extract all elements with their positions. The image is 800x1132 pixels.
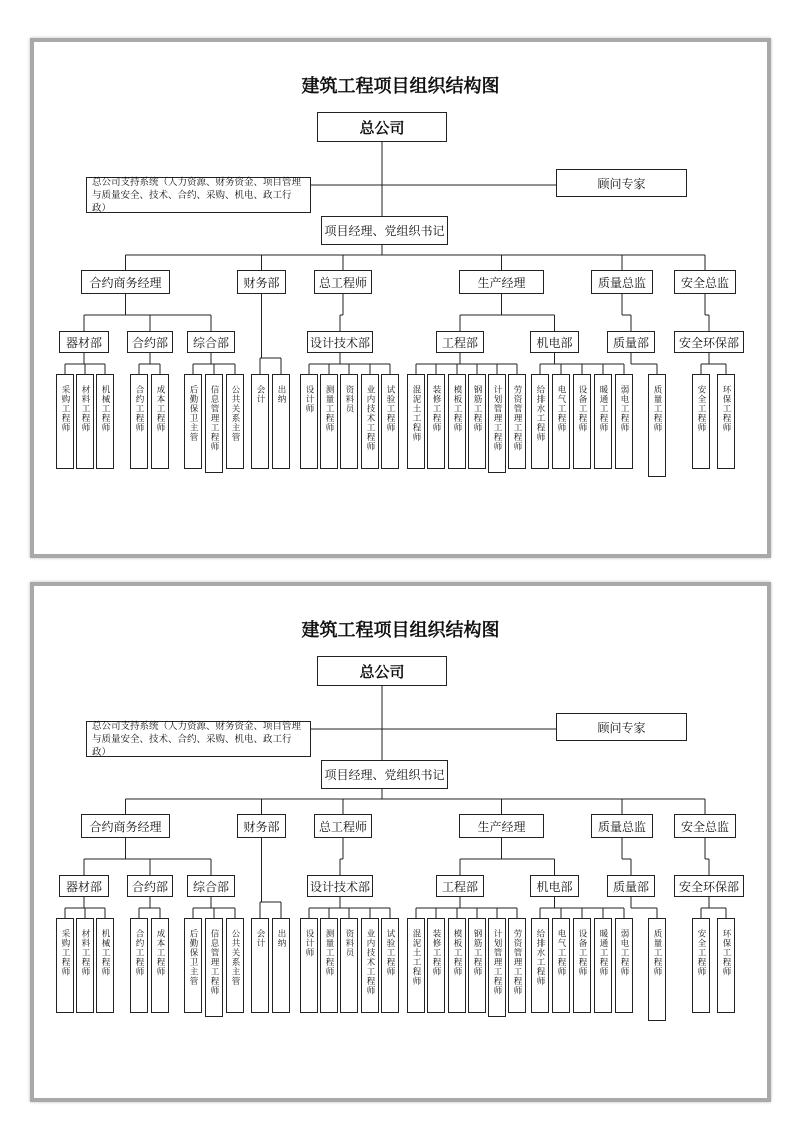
- leaf-box: 出纳: [272, 374, 290, 469]
- manager-box: 项目经理、党组织书记: [321, 760, 448, 789]
- leaf-box: 采购工程师: [56, 918, 74, 1013]
- leaf-box: 设备工程师: [573, 374, 591, 469]
- company-box: 总公司: [317, 112, 447, 142]
- leaf-box: 信息管理工程师: [205, 374, 223, 473]
- leaf-box: 采购工程师: [56, 374, 74, 469]
- leaf-box: 会计: [251, 374, 269, 469]
- leaf-box: 弱电工程师: [615, 918, 633, 1013]
- level3-box: 安全环保部: [674, 331, 744, 353]
- org-chart-panel-1: [30, 38, 771, 558]
- leaf-box: 环保工程师: [717, 374, 735, 469]
- leaf-box: 成本工程师: [151, 374, 169, 469]
- level3-box: 综合部: [187, 875, 235, 897]
- leaf-box: 混泥土工程师: [407, 918, 425, 1013]
- advisor-box: 顾问专家: [556, 169, 687, 197]
- leaf-box: 模板工程师: [448, 918, 466, 1013]
- leaf-box: 设计师: [300, 918, 318, 1013]
- level3-box: 安全环保部: [674, 875, 744, 897]
- leaf-box: 计划管理工程师: [488, 374, 506, 473]
- leaf-box: 材料工程师: [76, 918, 94, 1013]
- level3-box: 质量部: [607, 875, 655, 897]
- leaf-box: 装修工程师: [427, 918, 445, 1013]
- level3-box: 设计技术部: [307, 331, 373, 353]
- leaf-box: 安全工程师: [692, 918, 710, 1013]
- leaf-box: 机械工程师: [96, 374, 114, 469]
- level3-box: 综合部: [187, 331, 235, 353]
- leaf-box: 暖通工程师: [594, 374, 612, 469]
- leaf-box: 出纳: [272, 918, 290, 1013]
- level3-box: 工程部: [436, 331, 484, 353]
- level3-box: 质量部: [607, 331, 655, 353]
- leaf-box: 给排水工程师: [531, 918, 549, 1013]
- leaf-box: 资料员: [340, 374, 358, 469]
- level2-box: 总工程师: [314, 270, 372, 294]
- leaf-box: 电气工程师: [552, 374, 570, 469]
- leaf-box: 后勤保卫主管: [184, 918, 202, 1013]
- org-chart-panel-2: [30, 582, 771, 1102]
- level2-box: 生产经理: [459, 270, 544, 294]
- advisor-box: 顾问专家: [556, 713, 687, 741]
- support-system-box: 总公司支持系统（人力资源、财务资金、项目管理与质量安全、技术、合约、采购、机电、政工行政）: [86, 177, 311, 213]
- leaf-box: 暖通工程师: [594, 918, 612, 1013]
- leaf-box: 设计师: [300, 374, 318, 469]
- leaf-box: 资料员: [340, 918, 358, 1013]
- level2-box: 质量总监: [591, 814, 653, 838]
- leaf-box: 信息管理工程师: [205, 918, 223, 1017]
- level3-box: 机电部: [530, 875, 579, 897]
- chart-title: 建筑工程项目组织结构图: [301, 620, 500, 641]
- leaf-box: 成本工程师: [151, 918, 169, 1013]
- leaf-box: 安全工程师: [692, 374, 710, 469]
- leaf-box: 模板工程师: [448, 374, 466, 469]
- leaf-box: 质量工程师: [648, 374, 666, 477]
- leaf-box: 合约工程师: [130, 918, 148, 1013]
- level3-box: 合约部: [127, 875, 173, 897]
- level3-box: 器材部: [59, 875, 109, 897]
- level2-box: 安全总监: [674, 270, 736, 294]
- level2-box: 安全总监: [674, 814, 736, 838]
- leaf-box: 合约工程师: [130, 374, 148, 469]
- leaf-box: 会计: [251, 918, 269, 1013]
- leaf-box: 劳资管理工程师: [508, 374, 526, 469]
- leaf-box: 给排水工程师: [531, 374, 549, 469]
- leaf-box: 弱电工程师: [615, 374, 633, 469]
- leaf-box: 混泥土工程师: [407, 374, 425, 469]
- level2-box: 生产经理: [459, 814, 544, 838]
- company-box: 总公司: [317, 656, 447, 686]
- leaf-box: 质量工程师: [648, 918, 666, 1021]
- leaf-box: 计划管理工程师: [488, 918, 506, 1017]
- leaf-box: 测量工程师: [320, 374, 338, 469]
- level3-box: 设计技术部: [307, 875, 373, 897]
- level2-box: 总工程师: [314, 814, 372, 838]
- leaf-box: 试验工程师: [381, 374, 399, 469]
- leaf-box: 公共关系主管: [226, 918, 244, 1013]
- support-system-box: 总公司支持系统（人力资源、财务资金、项目管理与质量安全、技术、合约、采购、机电、政工行政）: [86, 721, 311, 757]
- level3-box: 器材部: [59, 331, 109, 353]
- leaf-box: 设备工程师: [573, 918, 591, 1013]
- level2-box: 质量总监: [591, 270, 653, 294]
- level2-box: 合约商务经理: [81, 814, 170, 838]
- leaf-box: 机械工程师: [96, 918, 114, 1013]
- level3-box: 机电部: [530, 331, 579, 353]
- leaf-box: 装修工程师: [427, 374, 445, 469]
- leaf-box: 公共关系主管: [226, 374, 244, 469]
- level3-box: 合约部: [127, 331, 173, 353]
- leaf-box: 劳资管理工程师: [508, 918, 526, 1013]
- leaf-box: 试验工程师: [381, 918, 399, 1013]
- leaf-box: 电气工程师: [552, 918, 570, 1013]
- level3-box: 工程部: [436, 875, 484, 897]
- leaf-box: 测量工程师: [320, 918, 338, 1013]
- level2-box: 财务部: [237, 814, 286, 838]
- chart-title: 建筑工程项目组织结构图: [301, 76, 500, 97]
- leaf-box: 后勤保卫主管: [184, 374, 202, 469]
- level2-box: 财务部: [237, 270, 286, 294]
- manager-box: 项目经理、党组织书记: [321, 216, 448, 245]
- leaf-box: 业内技术工程师: [361, 374, 379, 469]
- leaf-box: 环保工程师: [717, 918, 735, 1013]
- level2-box: 合约商务经理: [81, 270, 170, 294]
- leaf-box: 业内技术工程师: [361, 918, 379, 1013]
- leaf-box: 钢筋工程师: [468, 374, 486, 469]
- leaf-box: 材料工程师: [76, 374, 94, 469]
- leaf-box: 钢筋工程师: [468, 918, 486, 1013]
